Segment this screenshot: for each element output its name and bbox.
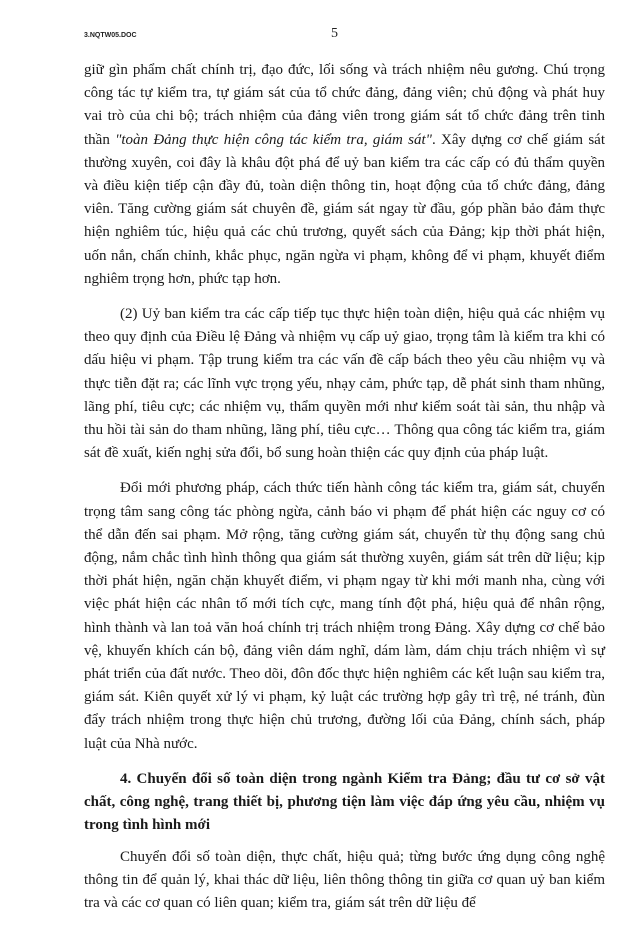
document-body <box>84 59 605 927</box>
section-heading-4: 4. Chuyển đổi số toàn diện trong ngành Kiểm tra Đảng; đầu tư cơ sở vật chất, công nghệ, trang thiết bị, phương tiện làm việc đáp ứng yêu cầu, nhiệm vụ trong tình hình mới <box>84 770 605 834</box>
paragraph-text: . Xây dựng cơ chế giám sát thường xuyên, coi đây là khâu đột phá để uỷ ban kiểm tra các cấp có đủ thẩm quyền và điều kiện tiếp cận đầy đủ, toàn diện thông tin, hoạt động của tổ chức đảng, đảng viên. Tăng cường giám sát chuyên đề, giám sát ngay từ đầu, góp phần bảo đảm thực hiện nghiêm túc, hiệu quả các chủ trương, quyết sách của Đảng; kịp thời phát hiện, uốn nắn, chấn chỉnh, khắc phục, ngăn ngừa vi phạm, không để vi phạm, khuyết điểm nghiêm trọng hơn, phức tạp hơn. <box>84 131 605 287</box>
paragraph-continuation <box>84 59 605 291</box>
page-number: 5 <box>331 26 338 41</box>
italic-quote: "toàn Đảng thực hiện công tác kiểm tra, giám sát" <box>115 131 432 148</box>
paragraph-methods: Đổi mới phương pháp, cách thức tiến hành công tác kiểm tra, giám sát, chuyển trọng tâm sang công tác phòng ngừa, cảnh báo vi phạm để phát hiện các nguy cơ có thể dẫn đến sai phạm. Mở rộng, tăng cường giám sát, chuyển từ thụ động sang chủ động, nắm chắc tình hình thông qua giám sát thường xuyên, giám sát trên dữ liệu; kịp thời phát hiện, ngăn chặn khuyết điểm, vi phạm ngay từ khi mới manh nha, cùng với việc phát hiện các nhân tố mới tích cực, mang tính đột phá, hiệu quả để nhân rộng, hình thành và lan toả văn hoá chính trị trách nhiệm trong Đảng. Xây dựng cơ chế bảo vệ, khuyến khích cán bộ, đảng viên dám nghĩ, dám làm, dám chịu trách nhiệm vì sự phát triển của đất nước. Theo dõi, đôn đốc thực hiện nghiêm các kết luận sau kiểm tra, giám sát. Kiên quyết xử lý vi phạm, kỷ luật các trường hợp gây trì trệ, né tránh, đùn đẩy trách nhiệm trong thực hiện chủ trương, đường lối của Đảng, chính sách, pháp luật của Nhà nước. <box>84 480 605 752</box>
paragraph-item-2: (2) Uỷ ban kiểm tra các cấp tiếp tục thực hiện toàn diện, hiệu quả các nhiệm vụ theo quy định của Điều lệ Đảng và nhiệm vụ cấp uỷ giao, trọng tâm là kiểm tra khi có dấu hiệu vi phạm. Tập trung kiểm tra các vấn đề cấp bách theo yêu cầu nhiệm vụ và thực tiễn đặt ra; các lĩnh vực trọng yếu, nhạy cảm, phức tạp, dễ phát sinh tham nhũng, lãng phí, tiêu cực; các nhiệm vụ, thẩm quyền mới như kiểm soát tài sản, thu nhập và thu hồi tài sản do tham nhũng, lãng phí, tiêu cực… Thông qua công tác kiểm tra, giám sát đề xuất, kiến nghị sửa đổi, bổ sung hoàn thiện các quy định của pháp luật. <box>84 306 605 462</box>
paragraph-text: giữ gìn phẩm chất chính trị, đạo đức, lối sống và trách nhiệm nêu gương. Chú trọng công tác tự kiểm tra, tự giám sát của tổ chức đảng, đảng viên; chủ động và phát huy vai trò của chi bộ; trách nhiệm của đảng viên trong giám sát tổ chức đảng trên tinh thần <box>84 62 605 148</box>
document-code: 3.NQTW05.DOC <box>84 32 137 39</box>
paragraph-digital-transformation: Chuyển đổi số toàn diện, thực chất, hiệu quả; từng bước ứng dụng công nghệ thông tin để quản lý, khai thác dữ liệu, liên thông thông tin giữa cơ quan uỷ ban kiểm tra và các cơ quan có liên quan; kiểm tra, giám sát trên dữ liệu để <box>84 848 605 911</box>
